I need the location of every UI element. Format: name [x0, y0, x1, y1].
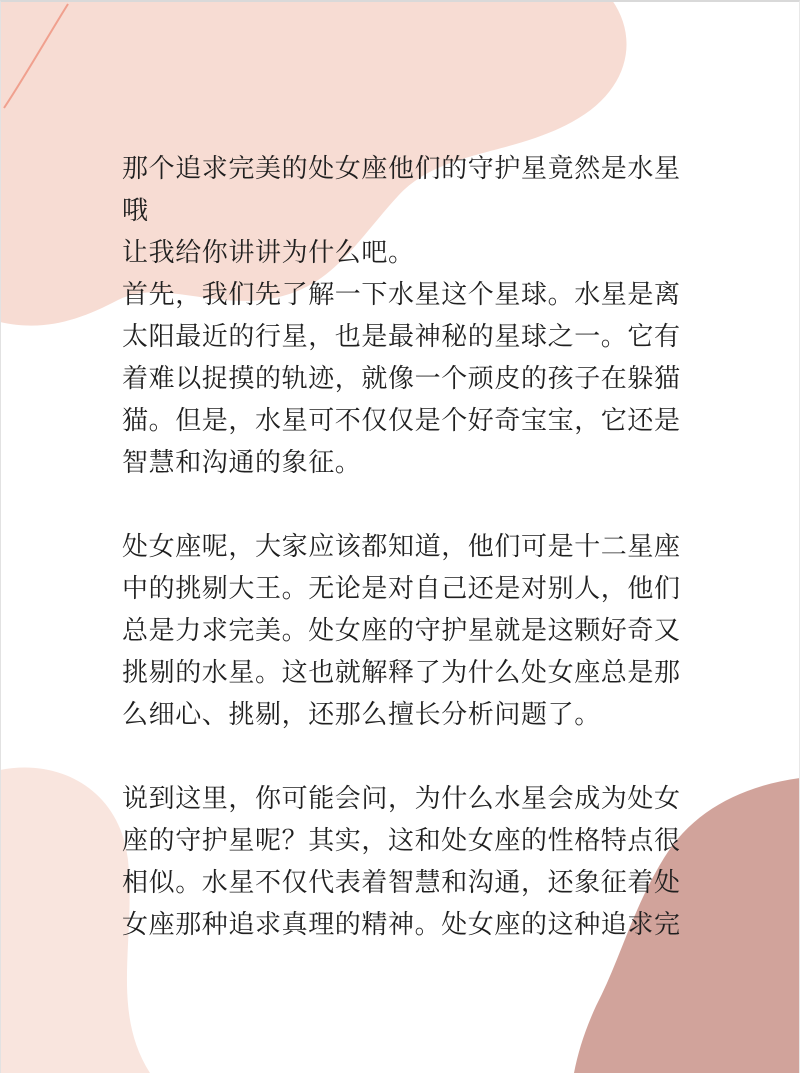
title-line: 那个追求完美的处女座他们的守护星竟然是水星哦: [122, 154, 681, 226]
paragraph-why: 说到这里，你可能会问，为什么水星会成为处女座的守护星呢？其实，这和处女座的性格特点很相似。水星不仅代表着智慧和沟通，还象征着处女座那种追求真理的精神。处女座的这种追求完: [122, 784, 681, 940]
paragraph-mercury: 首先，我们先了解一下水星这个星球。水星是离太阳最近的行星，也是最神秘的星球之一。它有着难以捉摸的轨迹，就像一个顽皮的孩子在躲猫猫。但是，水星可不仅仅是个好奇宝宝，它还是智慧和沟通的象征。: [122, 280, 681, 478]
paragraph-virgo: 处女座呢，大家应该都知道，他们可是十二星座中的挑剔大王。无论是对自己还是对别人，他们总是力求完美。处女座的守护星就是这颗好奇又挑剔的水星。这也就解释了为什么处女座总是那么细心、挑剔，还那么擅长分析问题了。: [122, 532, 681, 730]
article-body: [122, 148, 688, 946]
intro-line: 让我给你讲讲为什么吧。: [122, 238, 415, 268]
